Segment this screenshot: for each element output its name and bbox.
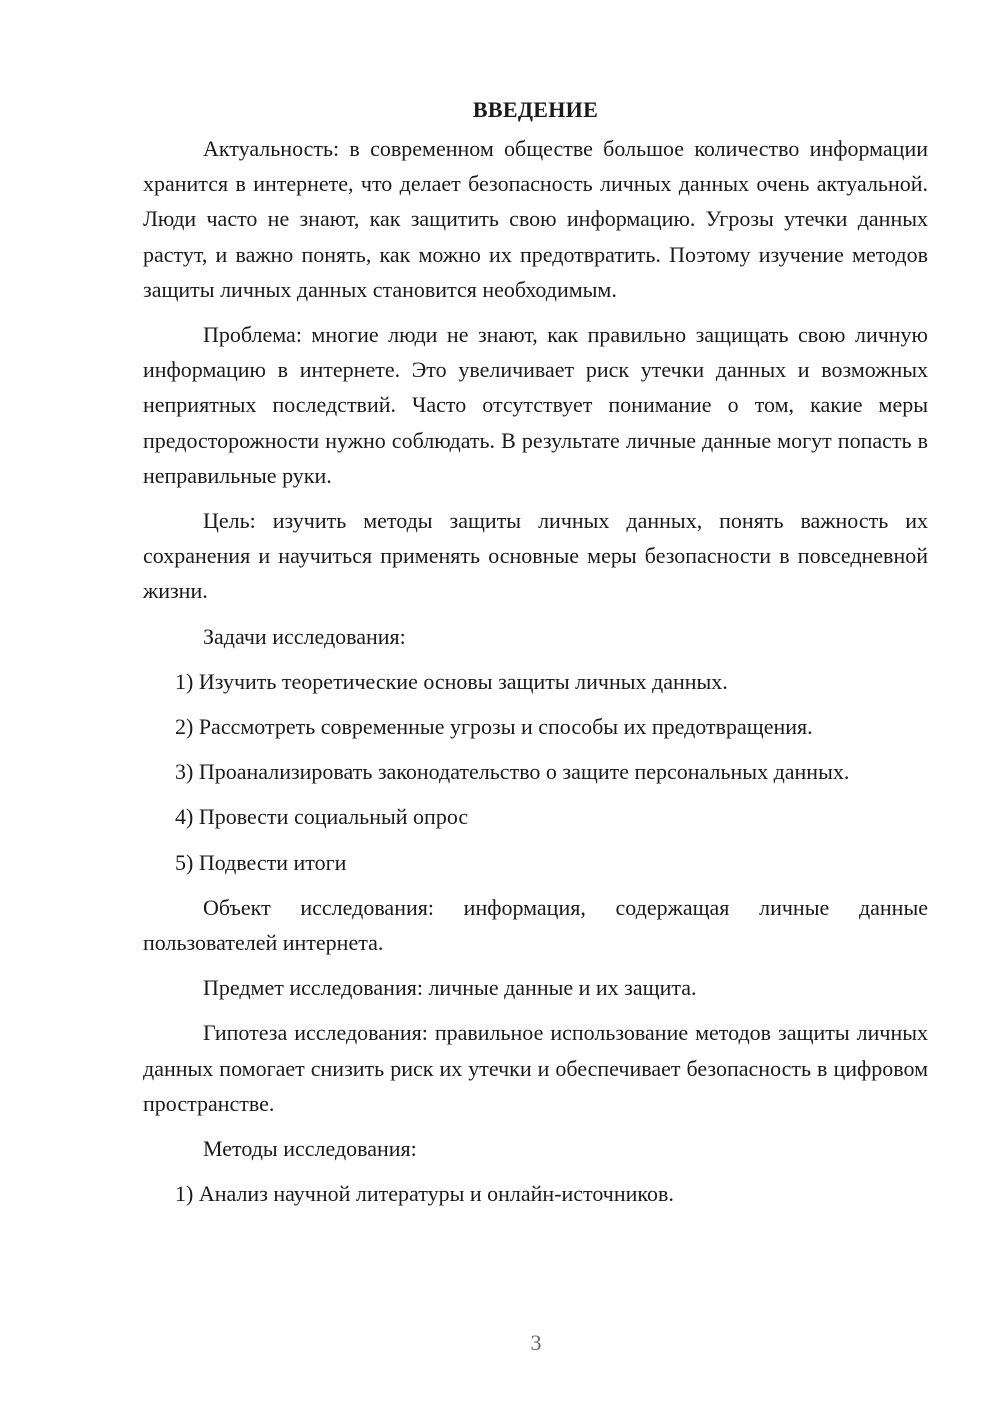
subject-paragraph: Предмет исследования: личные данные и их защита.: [203, 975, 697, 1001]
tasks-heading: Задачи исследования:: [203, 623, 406, 649]
object-paragraph: Объект исследования: информация, содержащая личные данные пользователей интернета.: [143, 894, 928, 956]
task-item-4: 4) Провести социальный опрос: [175, 804, 469, 830]
hypothesis-paragraph: Гипотеза исследования: правильное использование методов защиты личных данных помогает снизить риск их утечки и обеспечивает безопасность в цифровом пространстве.: [143, 1020, 928, 1116]
problem-paragraph: Проблема: многие люди не знают, как правильно защищать свою личную информацию в интернете. Это увеличивает риск утечки данных и возможных неприятных последствий. Часто отсутствует понимание о том, какие меры предосторожности нужно соблюдать. В результате личные данные могут попасть в неправильные руки.: [143, 322, 928, 488]
goal-paragraph: Цель: изучить методы защиты личных данных, понять важность их сохранения и научиться применять основные меры безопасности в повседневной жизни.: [143, 508, 928, 604]
task-item-1: 1) Изучить теоретические основы защиты личных данных.: [175, 668, 728, 694]
page-number: 3: [530, 1330, 542, 1355]
task-item-5: 5) Подвести итоги: [175, 849, 347, 875]
methods-heading: Методы исследования:: [203, 1136, 417, 1162]
document-page: [143, 92, 928, 1221]
task-item-2: 2) Рассмотреть современные угрозы и способы их предотвращения.: [175, 714, 813, 740]
method-item-1: 1) Анализ научной литературы и онлайн-источников.: [175, 1181, 674, 1207]
task-item-3: 3) Проанализировать законодательство о защите персональных данных.: [175, 759, 850, 785]
section-title: ВВЕДЕНИЕ: [472, 97, 599, 122]
relevance-paragraph: Актуальность: в современном обществе большое количество информации хранится в интернете, что делает безопасность личных данных очень актуальной. Люди часто не знают, как защитить свою информацию. Угрозы утечки данных растут, и важно понять, как можно их предотвратить. Поэтому изучение методов защиты личных данных становится необходимым.: [143, 136, 928, 302]
